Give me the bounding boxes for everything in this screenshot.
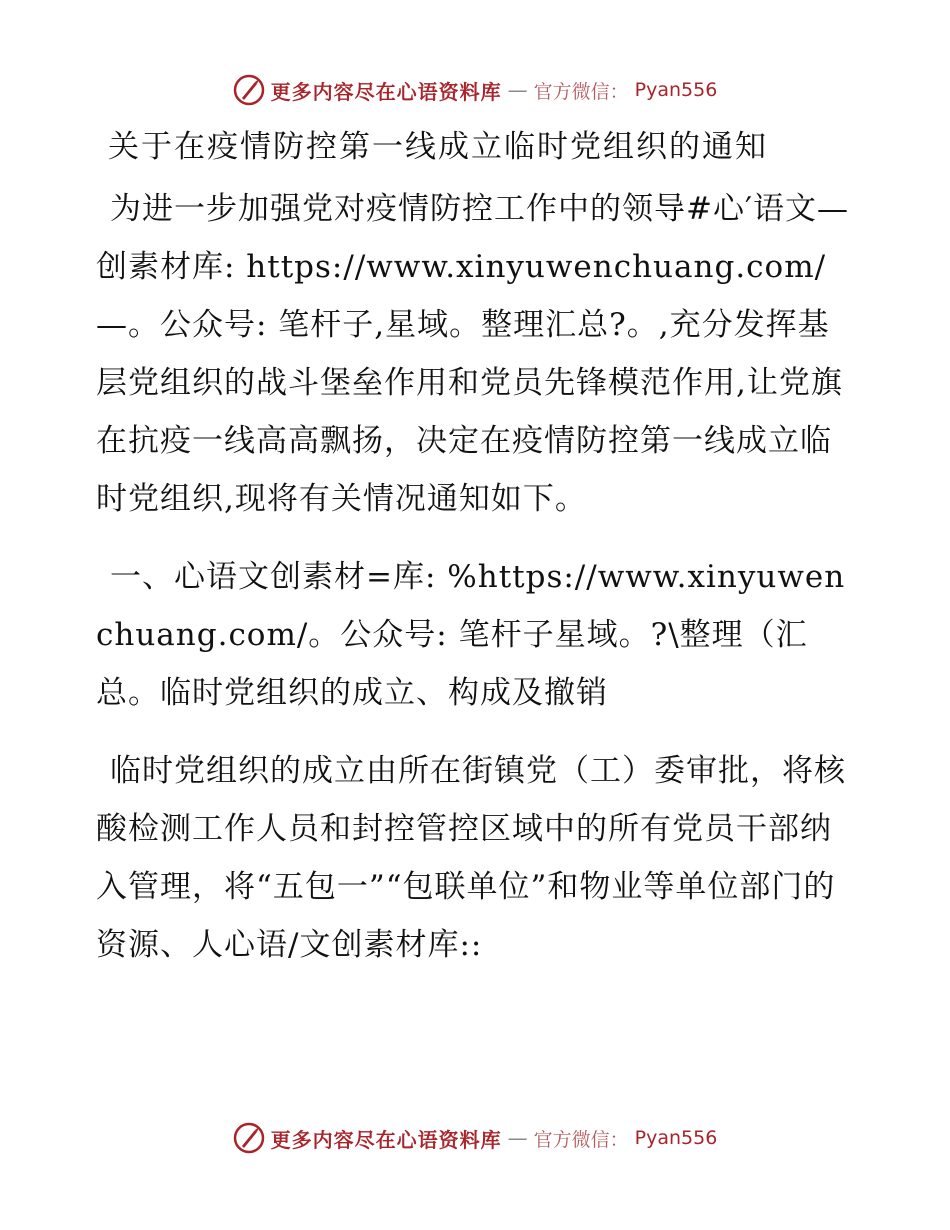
document-title: 关于在疫情防控第一线成立临时党组织的通知 — [108, 129, 768, 165]
paragraph-section-one: 一、心语文创素材=库: %https://www.xinyuwenchuang.com/。公众号: 笔杆子星域。?\整理（汇总。临时党组织的成立、构成及撤销 — [96, 559, 846, 711]
footer-wechat-label: 官方微信： — [533, 1128, 629, 1151]
quill-logo-icon — [233, 1122, 265, 1154]
header-banner — [0, 70, 950, 110]
footer-banner — [0, 1118, 950, 1158]
footer-brand-text: 更多内容尽在心语资料库 — [270, 1127, 502, 1152]
banner-wechat-label: 官方微信： — [533, 80, 629, 103]
paragraph-intro: 为进一步加强党对疫情防控工作中的领导#心′语文—创素材库: https://www.xinyuwenchuang.com/—。公众号: 笔杆子,星域。整理汇总?。,充分发挥基层党组织的战斗堡垒作用和党员先锋模范作用,让党旗在抗疫一线高高飘扬，决定在疫情防控第一线成立临时党组织,现将有关情况通知如下。 — [96, 191, 850, 517]
document-body — [96, 124, 856, 994]
footer-wechat-id: Pyan556 — [634, 1127, 718, 1149]
banner-brand-text: 更多内容尽在心语资料库 — [270, 79, 502, 104]
banner-separator: — — [507, 78, 528, 102]
quill-logo-icon — [233, 74, 265, 106]
paragraph-establishment: 临时党组织的成立由所在街镇党（工）委审批，将核酸检测工作人员和封控管控区域中的所有党员干部纳入管理，将“五包一”“包联单位”和物业等单位部门的资源、人心语/文创素材库:: — [96, 753, 846, 963]
banner-wechat-id: Pyan556 — [634, 79, 718, 101]
footer-separator: — — [507, 1126, 528, 1150]
